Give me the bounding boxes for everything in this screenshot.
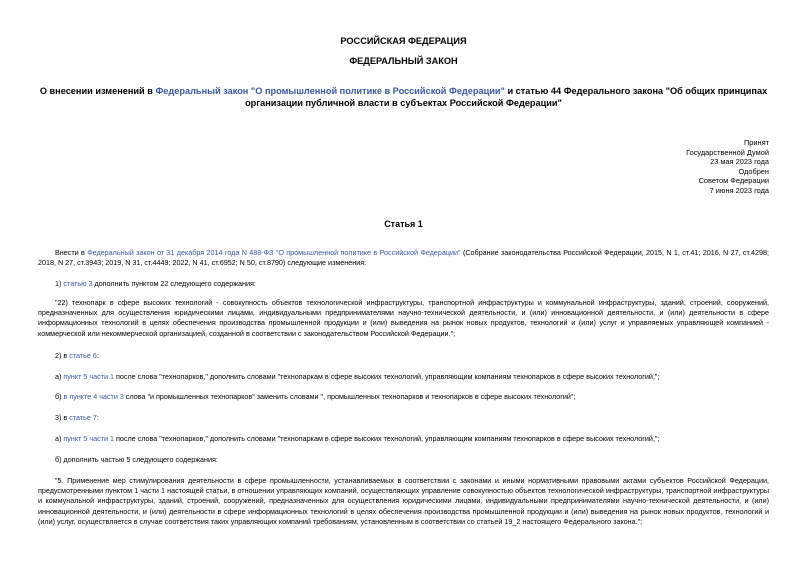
item-1-text: "22) технопарк в сфере высоких технологий - совокупность объектов технологической инфраструктуры, транспортной инфраструктуры и коммунальной инфраструктуры, зданий, строений, сооружений, предназначенных для осуществления юридическими лицами, индивидуальными предпринимателями научно-технической деятельности, и (или) инновационной деятельности, и (или) деятельности в сфере информационных технологий в целях обеспечения производства промышленной продукции и (или) выведения на рынок новых продуктов, технологий и (или) услуг и управляемых управляющей компанией - коммерческой или некоммерческой организацией, созданной в соответствии с законодательством Российской Федерации.";: [38, 298, 769, 338]
item-3-suffix: :: [96, 413, 99, 422]
item-3a-suffix: после слова "технопарков," дополнить словами "технопаркам в сфере высоких технологий, управляющим компаниям технопарков в сфере высоких технологий,";: [114, 434, 660, 443]
intro-paragraph: [38, 248, 769, 268]
approved-date: 7 июня 2023 года: [709, 185, 769, 195]
item-3: [38, 413, 769, 423]
item-2: [38, 351, 769, 361]
intro-prefix: Внести в: [55, 248, 88, 257]
item-2b: [38, 392, 769, 402]
item-1-link[interactable]: статью 3: [63, 279, 93, 288]
adoption-block: [686, 138, 769, 196]
adopted-label: Принят: [743, 138, 769, 147]
item-3b-text: "5. Применение мер стимулирования деятельности в сфере промышленности, устанавливаемых в соответствии с законами и иными нормативными правовыми актами субъектов Российской Федерации, предусмотренными пунктом 1 части 1 настоящей статьи, в отношении управляющих компаний, осуществляющих управление совокупностью объектов технологической инфраструктуры, транспортной инфраструктуры и коммунальной инфраструктуры, зданий, строений, сооружений, предназначенных для осуществления юридическими лицами, индивидуальными предпринимателями научно-технической деятельности, и (или) инновационной деятельности, и (или) деятельности в сфере информационных технологий в целях обеспечения производства промышленной продукции и (или) выведения на рынок новых продуктов, технологий и (или) услуг, осуществляется в случае соответствия таких управляющих компаний требованиям, установленным в соответствии со статьей 19_2 настоящего Федерального закона.";: [38, 476, 769, 526]
item-3b: б) дополнить частью 5 следующего содержания:: [55, 455, 218, 464]
country-heading: РОССИЙСКАЯ ФЕДЕРАЦИЯ: [340, 36, 467, 46]
item-3a-link[interactable]: пункт 5 части 1: [63, 434, 114, 443]
intro-suffix: (Собрание законодательства Российской Федерации, 2015, N 1, ст.41; 2016, N 27, ст.4298; 2018, N 27, ст.3943; 2019, N 31, ст.4449; 2022, N 41, ст.6952; N 50, ст.8790) следующие изменения:: [38, 248, 769, 268]
law-title: [38, 85, 769, 109]
item-1: [38, 279, 769, 289]
item-2a: [38, 372, 769, 382]
item-2-link[interactable]: статье 6: [69, 351, 97, 360]
adopted-by: Государственной Думой: [686, 147, 769, 157]
article-heading: Статья 1: [384, 219, 423, 229]
title-prefix: О внесении изменений в: [39, 86, 156, 96]
item-3a: [38, 434, 769, 444]
item-2b-prefix: б): [55, 392, 64, 401]
title-suffix: и статью 44 Федерального закона "Об общих принципах организации публичной власти в субъектах Российской Федерации": [245, 86, 768, 108]
item-2b-suffix: слова "и промышленных технопарков" заменить словами ", промышленных технопарков и технопарков в сфере высоких технологий";: [123, 392, 576, 401]
item-1-prefix: 1): [55, 279, 64, 288]
title-law-link[interactable]: Федеральный закон "О промышленной политике в Российской Федерации": [155, 86, 505, 96]
item-3-link[interactable]: статье 7: [69, 413, 97, 422]
item-2a-prefix: а): [55, 372, 64, 381]
item-1-suffix: дополнить пунктом 22 следующего содержания:: [92, 279, 256, 288]
item-2a-suffix: после слова "технопарков," дополнить словами "технопаркам в сфере высоких технологий, управляющим компаниям технопарков в сфере высоких технологий,";: [114, 372, 660, 381]
intro-law-link[interactable]: Федеральный закон от 31 декабря 2014 года N 488-ФЗ "О промышленной политике в Российской Федерации": [87, 248, 461, 257]
item-2a-link[interactable]: пункт 5 части 1: [63, 372, 114, 381]
approved-label: Одобрен: [738, 166, 769, 176]
item-3-prefix: 3) в: [55, 413, 70, 422]
approved-by: Советом Федерации: [698, 176, 769, 186]
item-2-prefix: 2) в: [55, 351, 70, 360]
item-3a-prefix: а): [55, 434, 64, 443]
item-2b-link[interactable]: в пункте 4 части 3: [63, 392, 124, 401]
adopted-date: 23 мая 2023 года: [710, 157, 769, 167]
item-2-suffix: :: [96, 351, 99, 360]
doc-type-heading: ФЕДЕРАЛЬНЫЙ ЗАКОН: [349, 56, 458, 66]
